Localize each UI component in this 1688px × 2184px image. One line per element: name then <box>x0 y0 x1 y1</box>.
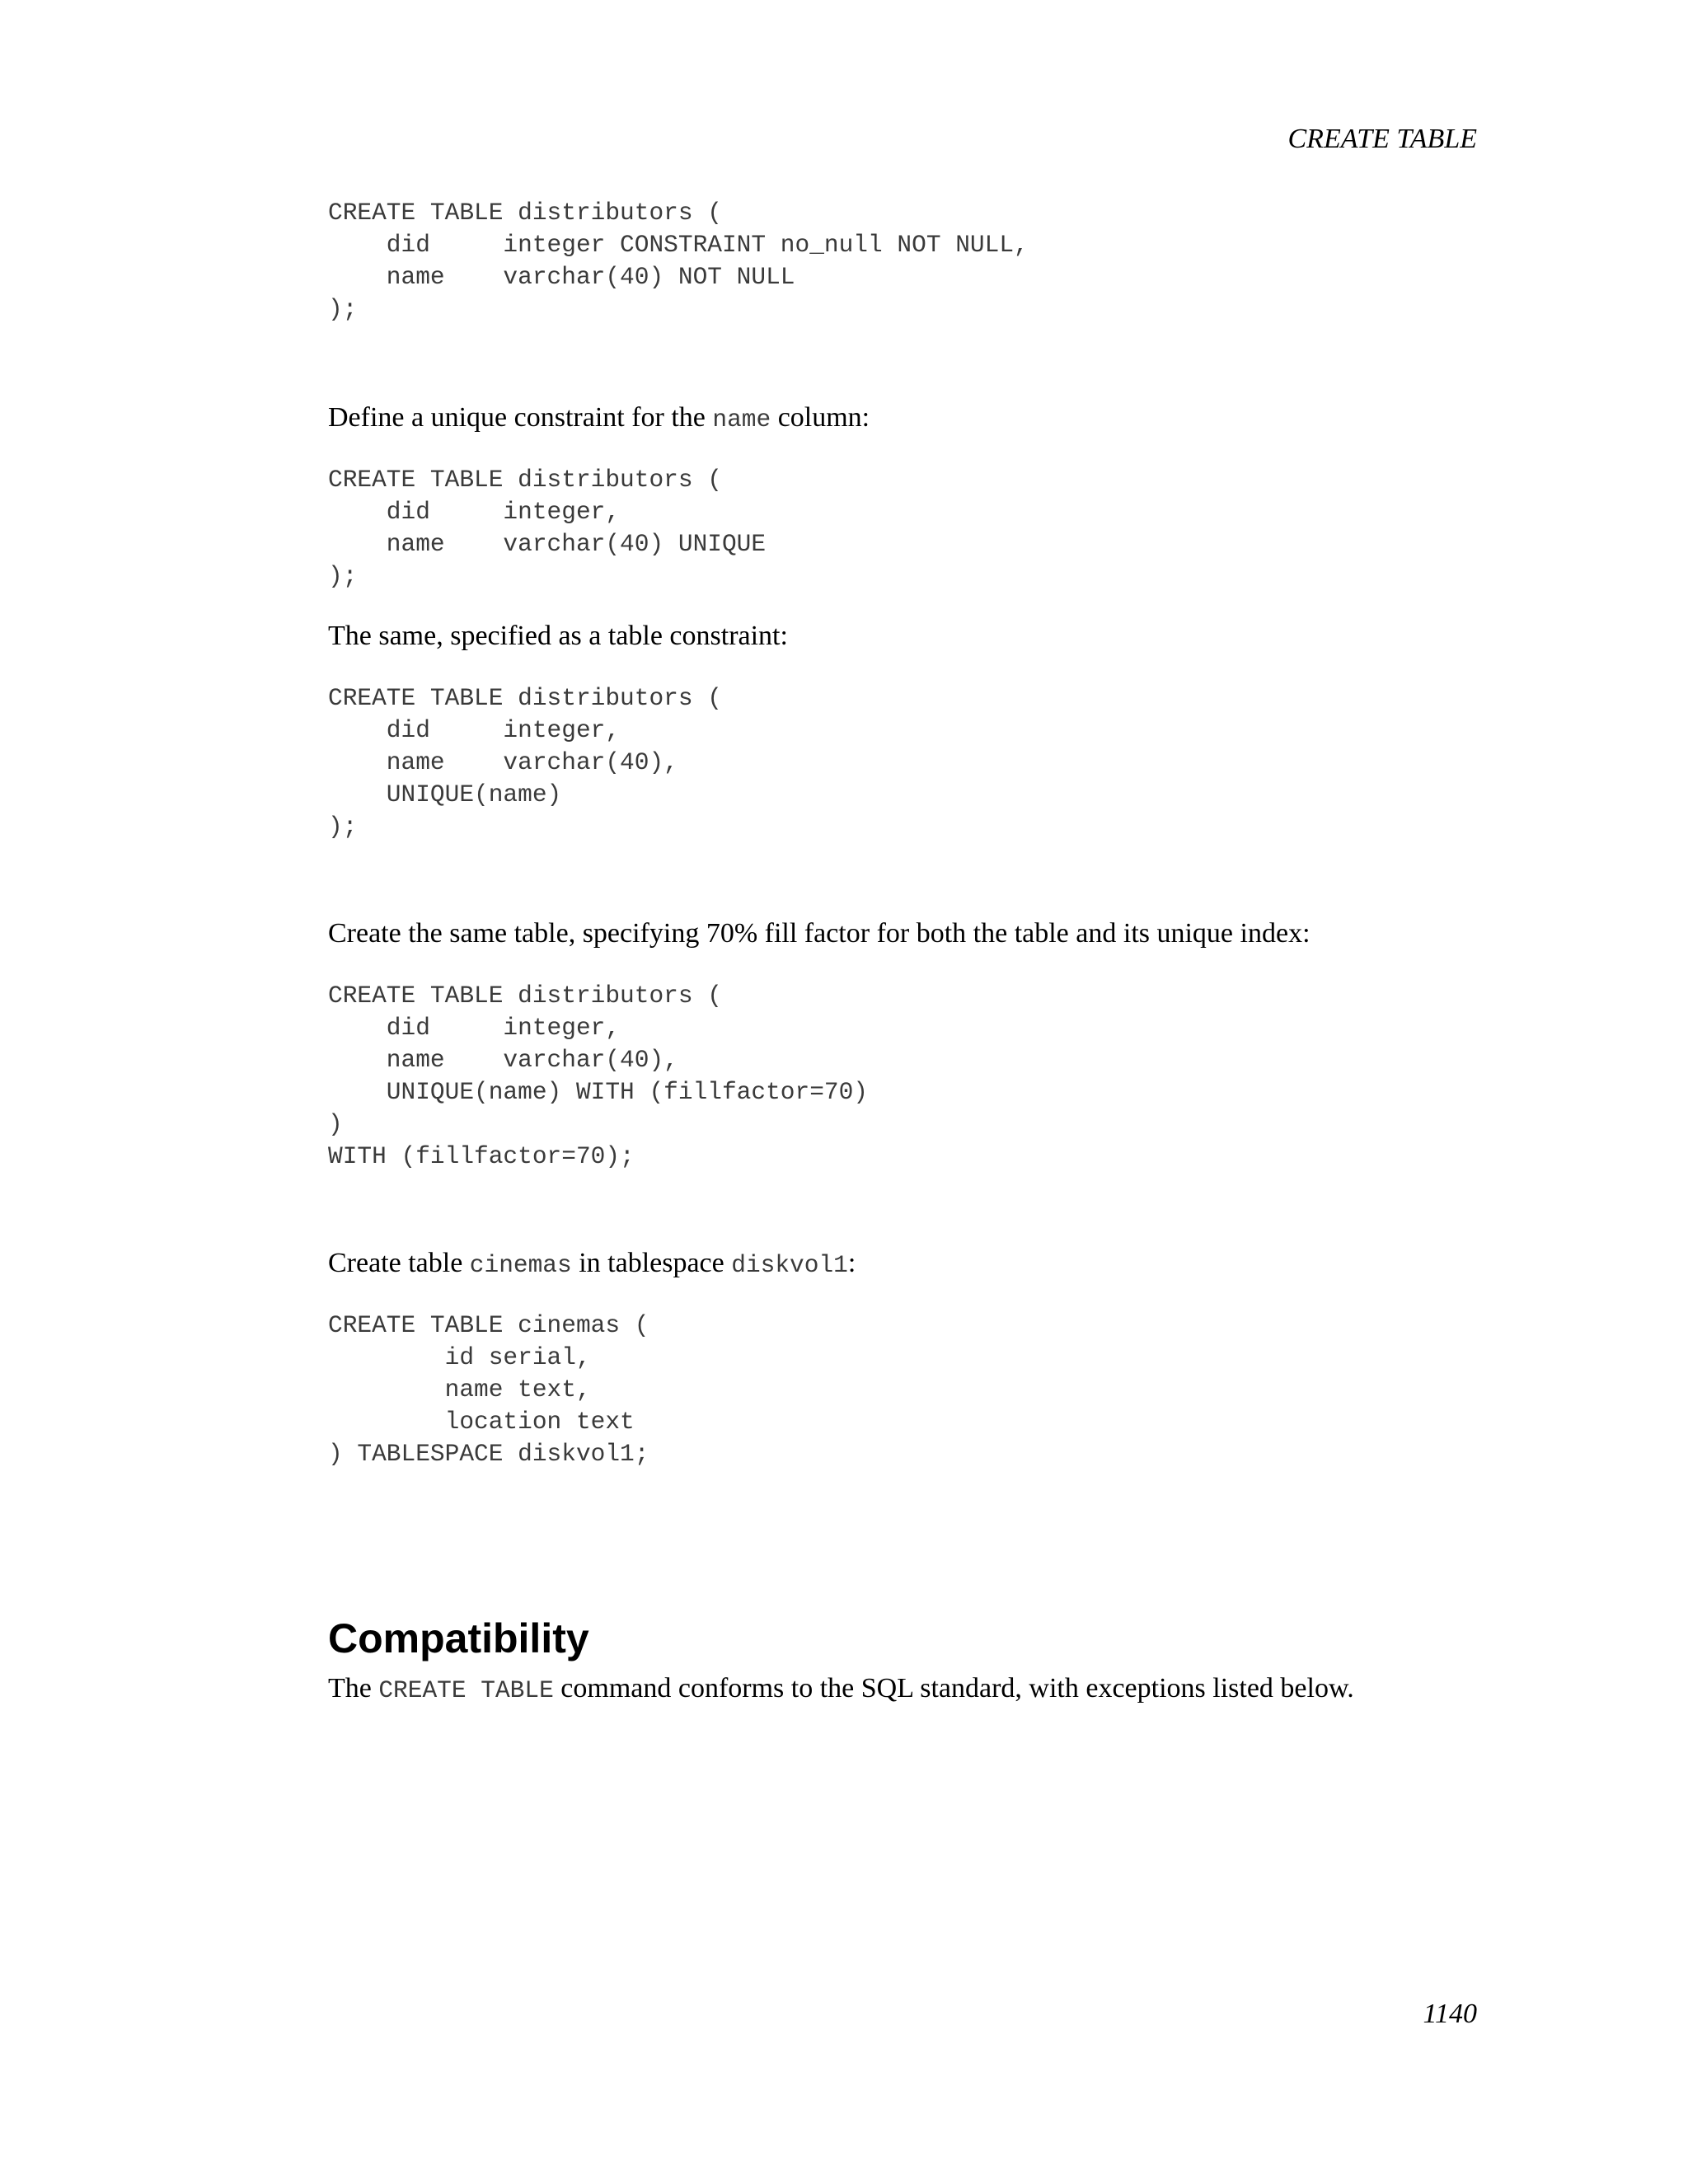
inline-code: cinemas <box>469 1251 572 1279</box>
paragraph-text: command conforms to the SQL standard, with exceptions listed below. <box>553 1673 1354 1704</box>
paragraph-text: : <box>847 1248 856 1278</box>
inline-code: diskvol1 <box>731 1251 848 1279</box>
inline-code: name <box>712 405 771 434</box>
paragraph-text: Define a unique constraint for the <box>328 402 713 433</box>
paragraph-text: in tablespace <box>571 1248 732 1278</box>
paragraph-text: column: <box>771 402 870 433</box>
section-heading-compatibility: Compatibility <box>328 1615 589 1661</box>
code-example-tablespace: CREATE TABLE cinemas ( id serial, name text, location text ) TABLESPACE diskvol1; <box>328 1311 649 1468</box>
paragraph-tablespace <box>328 1247 856 1282</box>
paragraph-fillfactor: Create the same table, specifying 70% fill factor for both the table and its unique index: <box>328 918 1311 949</box>
page-number: 1140 <box>1423 1999 1477 2029</box>
code-example-table-constraint: CREATE TABLE distributors ( did integer, name varchar(40), UNIQUE(name) ); <box>328 684 722 841</box>
running-header: CREATE TABLE <box>1287 124 1477 154</box>
paragraph-text: The <box>328 1673 379 1704</box>
paragraph-compatibility <box>328 1672 1354 1707</box>
code-example-unique-column: CREATE TABLE distributors ( did integer, name varchar(40) UNIQUE ); <box>328 466 767 590</box>
paragraph-unique-column <box>328 401 870 436</box>
paragraph-text: Create table <box>328 1248 470 1278</box>
code-example-fillfactor: CREATE TABLE distributors ( did integer, name varchar(40), UNIQUE(name) WITH (fillfactor=70) ) WITH (fillfactor=70); <box>328 982 869 1170</box>
inline-code: CREATE TABLE <box>378 1676 554 1704</box>
paragraph-table-constraint: The same, specified as a table constraint: <box>328 621 788 651</box>
code-example-not-null: CREATE TABLE distributors ( did integer CONSTRAINT no_null NOT NULL, name varchar(40) NOT NULL ); <box>328 199 1029 323</box>
